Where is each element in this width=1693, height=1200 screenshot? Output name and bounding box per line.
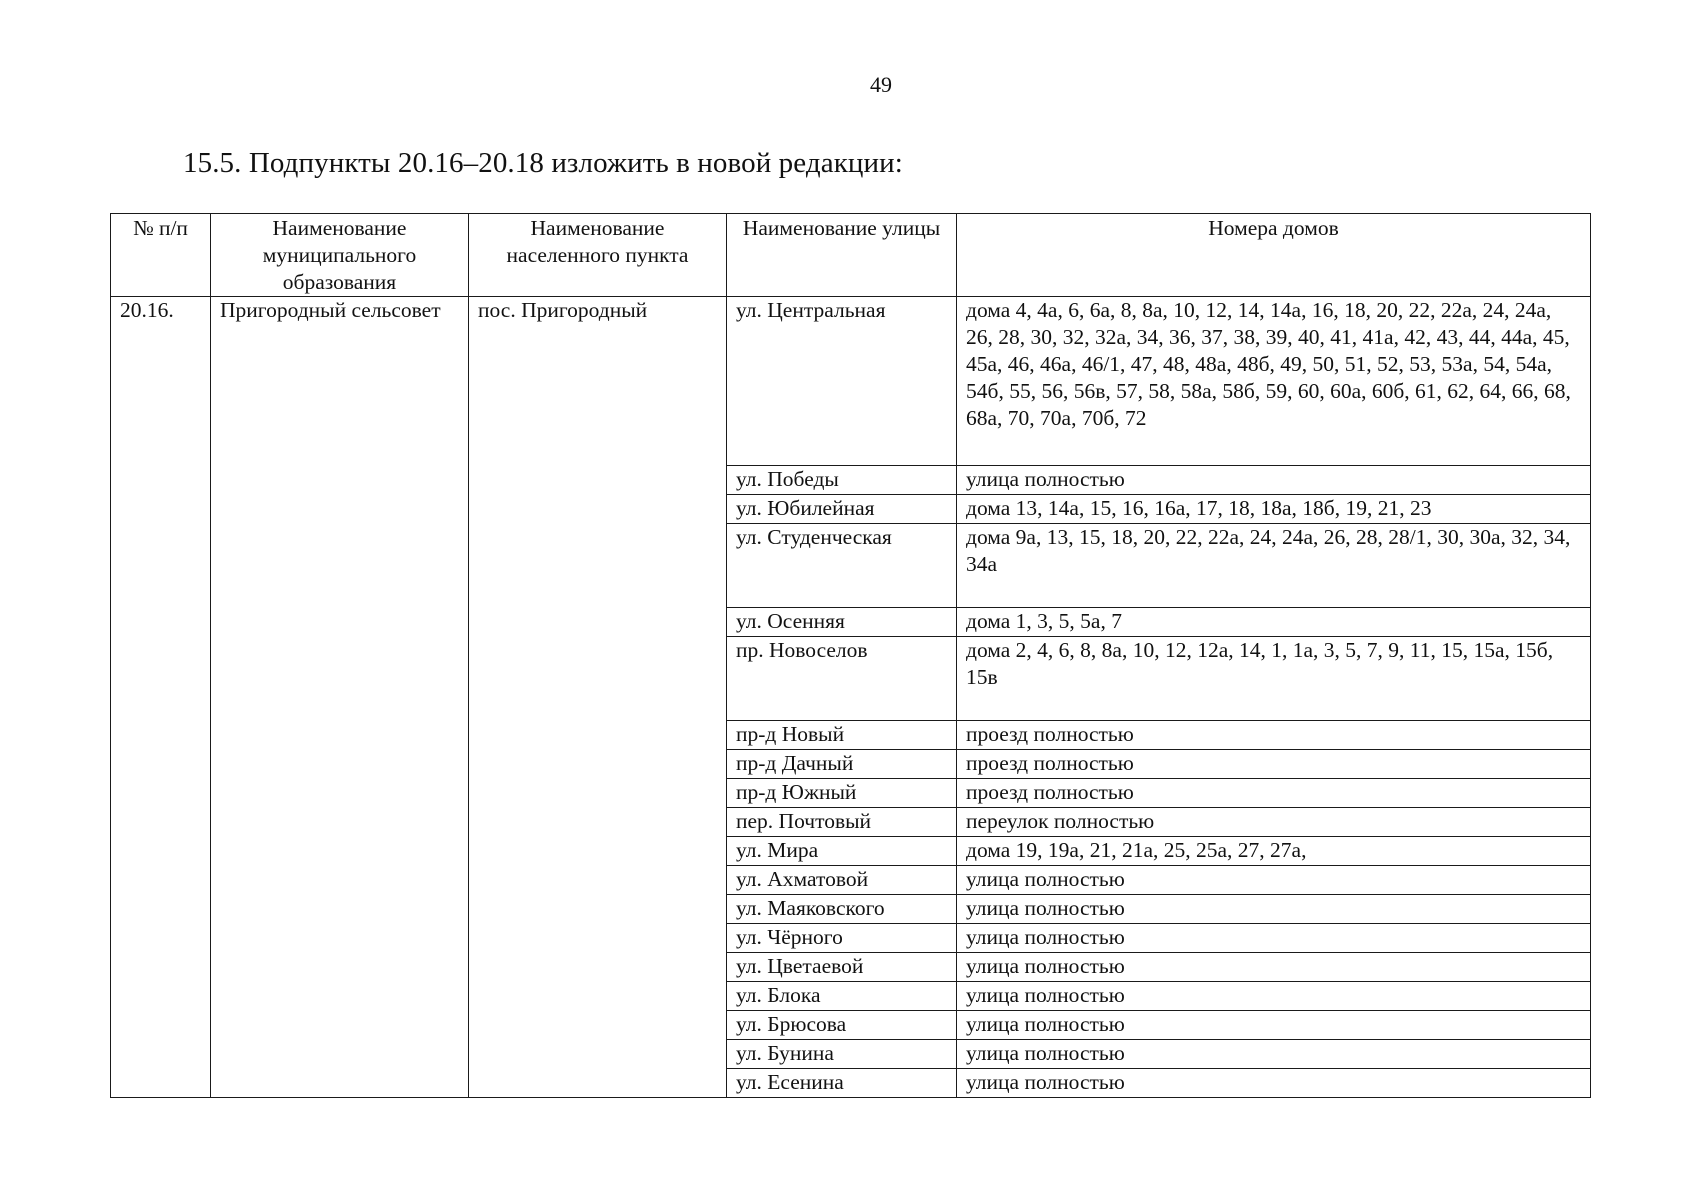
merged-cell — [211, 721, 469, 750]
municipality-name: Пригородный сельсовет — [211, 297, 469, 466]
street-name: ул. Маяковского — [727, 895, 957, 924]
page-number: 49 — [870, 72, 892, 97]
street-name: пр. Новоселов — [727, 637, 957, 721]
house-numbers: улица полностью — [957, 1011, 1591, 1040]
merged-cell — [211, 466, 469, 495]
merged-cell — [211, 750, 469, 779]
table-row — [111, 608, 1591, 637]
street-name: ул. Бунина — [727, 1040, 957, 1069]
merged-cell — [469, 982, 727, 1011]
merged-cell — [111, 895, 211, 924]
merged-cell — [211, 1069, 469, 1098]
table-row — [111, 1011, 1591, 1040]
street-name: ул. Победы — [727, 466, 957, 495]
merged-cell — [111, 495, 211, 524]
section-heading: 15.5. Подпункты 20.16–20.18 изложить в новой редакции: — [183, 147, 903, 179]
house-numbers: улица полностью — [957, 866, 1591, 895]
table-row — [111, 466, 1591, 495]
merged-cell — [211, 637, 469, 721]
merged-cell — [469, 837, 727, 866]
header-settlement: Наименование населенного пункта — [469, 214, 727, 297]
merged-cell — [469, 1040, 727, 1069]
merged-cell — [111, 608, 211, 637]
merged-cell — [211, 608, 469, 637]
merged-cell — [111, 808, 211, 837]
merged-cell — [469, 1011, 727, 1040]
table-row — [111, 1069, 1591, 1098]
house-numbers: переулок полностью — [957, 808, 1591, 837]
street-name: пр-д Новый — [727, 721, 957, 750]
merged-cell — [111, 1040, 211, 1069]
house-numbers: улица полностью — [957, 1040, 1591, 1069]
settlement-name: пос. Пригородный — [469, 297, 727, 466]
table-row — [111, 808, 1591, 837]
table-row — [111, 895, 1591, 924]
house-numbers: улица полностью — [957, 982, 1591, 1011]
house-numbers: улица полностью — [957, 895, 1591, 924]
merged-cell — [211, 1040, 469, 1069]
table-row — [111, 779, 1591, 808]
merged-cell — [111, 750, 211, 779]
entry-number: 20.16. — [111, 297, 211, 466]
table-row — [111, 866, 1591, 895]
merged-cell — [111, 924, 211, 953]
street-name: ул. Студенческая — [727, 524, 957, 608]
house-numbers: улица полностью — [957, 924, 1591, 953]
merged-cell — [469, 924, 727, 953]
table-row — [111, 924, 1591, 953]
street-name: ул. Центральная — [727, 297, 957, 466]
table-header-row — [111, 214, 1591, 297]
streets-table — [110, 213, 1591, 1098]
merged-cell — [111, 982, 211, 1011]
street-name: ул. Брюсова — [727, 1011, 957, 1040]
street-name: ул. Чёрного — [727, 924, 957, 953]
merged-cell — [469, 637, 727, 721]
merged-cell — [111, 779, 211, 808]
header-number: № п/п — [111, 214, 211, 297]
header-houses: Номера домов — [957, 214, 1591, 297]
house-numbers: дома 1, 3, 5, 5а, 7 — [957, 608, 1591, 637]
table-row — [111, 524, 1591, 608]
merged-cell — [211, 524, 469, 608]
table-row — [111, 637, 1591, 721]
house-numbers: дома 9а, 13, 15, 18, 20, 22, 22а, 24, 24а, 26, 28, 28/1, 30, 30а, 32, 34, 34а — [957, 524, 1591, 608]
merged-cell — [211, 779, 469, 808]
table-row — [111, 495, 1591, 524]
merged-cell — [111, 1011, 211, 1040]
merged-cell — [469, 524, 727, 608]
street-name: ул. Осенняя — [727, 608, 957, 637]
table-row — [111, 953, 1591, 982]
house-numbers: улица полностью — [957, 1069, 1591, 1098]
street-name: ул. Мира — [727, 837, 957, 866]
merged-cell — [469, 779, 727, 808]
merged-cell — [469, 608, 727, 637]
header-street: Наименование улицы — [727, 214, 957, 297]
house-numbers: улица полностью — [957, 953, 1591, 982]
merged-cell — [211, 837, 469, 866]
merged-cell — [469, 721, 727, 750]
house-numbers: проезд полностью — [957, 779, 1591, 808]
street-name: пр-д Южный — [727, 779, 957, 808]
merged-cell — [211, 1011, 469, 1040]
merged-cell — [469, 750, 727, 779]
merged-cell — [469, 808, 727, 837]
merged-cell — [469, 1069, 727, 1098]
street-name: ул. Юбилейная — [727, 495, 957, 524]
house-numbers: улица полностью — [957, 466, 1591, 495]
table-row — [111, 982, 1591, 1011]
house-numbers: проезд полностью — [957, 750, 1591, 779]
merged-cell — [111, 866, 211, 895]
merged-cell — [111, 1069, 211, 1098]
header-municipality: Наименование муниципального образования — [211, 214, 469, 297]
merged-cell — [111, 953, 211, 982]
table-row — [111, 1040, 1591, 1069]
house-numbers: дома 13, 14а, 15, 16, 16а, 17, 18, 18а, 18б, 19, 21, 23 — [957, 495, 1591, 524]
merged-cell — [469, 495, 727, 524]
street-name: ул. Цветаевой — [727, 953, 957, 982]
merged-cell — [211, 953, 469, 982]
table-row — [111, 837, 1591, 866]
house-numbers: проезд полностью — [957, 721, 1591, 750]
street-name: ул. Ахматовой — [727, 866, 957, 895]
merged-cell — [211, 895, 469, 924]
table-row — [111, 750, 1591, 779]
merged-cell — [469, 866, 727, 895]
merged-cell — [469, 895, 727, 924]
table-row — [111, 721, 1591, 750]
street-name: пер. Почтовый — [727, 808, 957, 837]
merged-cell — [111, 837, 211, 866]
house-numbers: дома 19, 19а, 21, 21а, 25, 25а, 27, 27а, — [957, 837, 1591, 866]
merged-cell — [211, 866, 469, 895]
merged-cell — [111, 466, 211, 495]
street-name: пр-д Дачный — [727, 750, 957, 779]
merged-cell — [211, 982, 469, 1011]
house-numbers: дома 2, 4, 6, 8, 8а, 10, 12, 12а, 14, 1, 1а, 3, 5, 7, 9, 11, 15, 15а, 15б, 15в — [957, 637, 1591, 721]
street-name: ул. Есенина — [727, 1069, 957, 1098]
merged-cell — [211, 924, 469, 953]
merged-cell — [469, 953, 727, 982]
merged-cell — [111, 524, 211, 608]
merged-cell — [469, 466, 727, 495]
merged-cell — [111, 721, 211, 750]
merged-cell — [111, 637, 211, 721]
street-name: ул. Блока — [727, 982, 957, 1011]
merged-cell — [211, 808, 469, 837]
table-row — [111, 297, 1591, 466]
merged-cell — [211, 495, 469, 524]
house-numbers: дома 4, 4а, 6, 6а, 8, 8а, 10, 12, 14, 14а, 16, 18, 20, 22, 22а, 24, 24а, 26, 28, 30, 32, 32а, 34, 36, 37, 38, 39, 40, 41, 41а, 42, 43, 44, 44а, 45, 45а, 46, 46а, 46/1, 47, 48, 48а, 48б, 49, 50, 51, 52, 53, 53а, 54, 54а, 54б, 55, 56, 56в, 57, 58, 58а, 58б, 59, 60, 60а, 60б, 61, 62, 64, 66, 68, 68а, 70, 70а, 70б, 72 — [957, 297, 1591, 466]
